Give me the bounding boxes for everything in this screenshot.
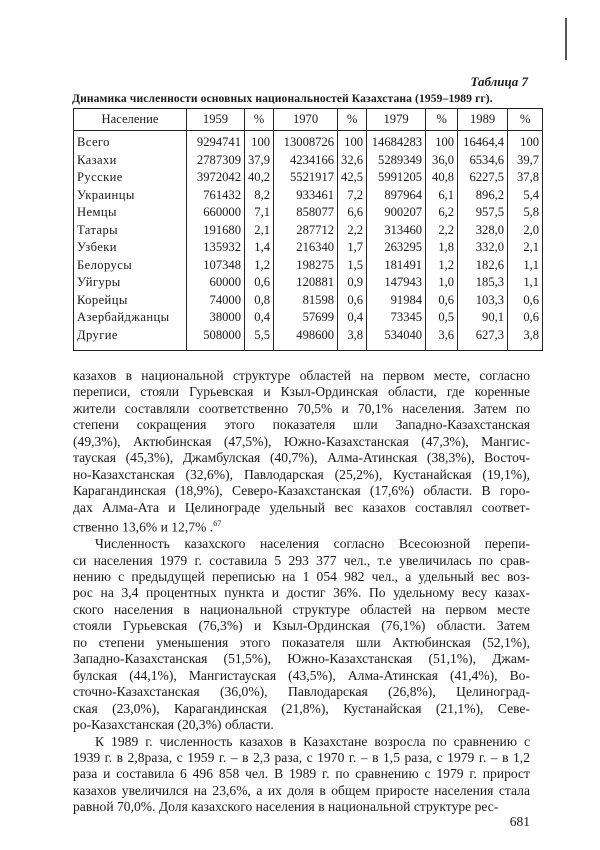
column-header: % xyxy=(508,109,543,131)
value-cell: 2,2 xyxy=(426,222,458,240)
value-cell: 2787309 xyxy=(187,152,245,170)
nationality-cell: Другие xyxy=(74,327,187,351)
value-cell: 2,1 xyxy=(245,222,274,240)
text-line xyxy=(73,536,530,552)
text-line-content: сточно-Казахстанская (36,0%), Павлодарская (26,8%), Целиноград- xyxy=(73,684,530,700)
value-cell: 0,4 xyxy=(245,309,274,327)
table-body xyxy=(74,131,543,351)
value-cell: 627,3 xyxy=(458,327,508,351)
paragraph xyxy=(73,536,530,733)
table-row xyxy=(74,257,543,275)
value-cell: 40,8 xyxy=(426,169,458,187)
value-cell: 0,6 xyxy=(508,292,543,310)
text-line xyxy=(73,717,530,733)
text-line xyxy=(73,783,530,799)
value-cell: 0,8 xyxy=(245,292,274,310)
nationality-cell: Корейцы xyxy=(74,292,187,310)
nationality-cell: Азербайджанцы xyxy=(74,309,187,327)
value-cell: 32,6 xyxy=(338,152,367,170)
text-line-content: стояли Гурьевская (76,3%) и Кзыл-Ординская (76,1%) области. Затем xyxy=(73,618,530,634)
value-cell: 1,2 xyxy=(245,257,274,275)
value-cell: 328,0 xyxy=(458,222,508,240)
value-cell: 0,5 xyxy=(426,309,458,327)
page-number: 681 xyxy=(509,814,530,829)
value-cell: 14684283 xyxy=(367,131,426,152)
paragraph xyxy=(73,368,530,536)
value-cell: 60000 xyxy=(187,274,245,292)
value-cell: 498600 xyxy=(274,327,338,351)
value-cell: 5521917 xyxy=(274,169,338,187)
text-line xyxy=(73,569,530,585)
footnote-ref: 67 xyxy=(213,519,222,529)
table-row xyxy=(74,169,543,187)
text-line-content: ро-Казахстанская (20,3%) области. xyxy=(73,717,274,733)
value-cell: 7,1 xyxy=(245,204,274,222)
text-line xyxy=(73,799,530,815)
value-cell: 40,2 xyxy=(245,169,274,187)
nationality-cell: Уйгуры xyxy=(74,274,187,292)
table-row xyxy=(74,204,543,222)
value-cell: 2,0 xyxy=(508,222,543,240)
value-cell: 73345 xyxy=(367,309,426,327)
value-cell: 91984 xyxy=(367,292,426,310)
value-cell: 1,1 xyxy=(508,257,543,275)
text-line-content: Численность казахского населения согласно Всесоюзной перепи- xyxy=(95,536,530,552)
text-line xyxy=(73,750,530,766)
table-row xyxy=(74,274,543,292)
column-header: 1970 xyxy=(274,109,338,131)
text-line-content: равной 70,0%. Доля казахского населения в национальной структуре рес- xyxy=(73,799,499,815)
table-title: Динамика численности основных национальностей Казахстана (1959–1989 гг). xyxy=(72,92,493,105)
text-line-content: жители составляли соответственно 70,5% и 70,1% населения. Затем по xyxy=(73,400,530,416)
value-cell: 147943 xyxy=(367,274,426,292)
table-row xyxy=(74,292,543,310)
text-line xyxy=(73,668,530,684)
column-header: % xyxy=(245,109,274,131)
value-cell: 332,0 xyxy=(458,239,508,257)
value-cell: 120881 xyxy=(274,274,338,292)
value-cell: 42,5 xyxy=(338,169,367,187)
text-line-content: 1939 г. в 2,8раза, с 1959 г. – в 2,3 раза, с 1970 г. – в 1,5 раза, с 1979 г. – в 1,2 xyxy=(73,749,530,765)
text-line xyxy=(73,585,530,601)
nationality-cell: Казахи xyxy=(74,152,187,170)
value-cell: 5,8 xyxy=(508,204,543,222)
text-line-content: переписи, стояли Гурьевская и Кзыл-Ординская области, где коренные xyxy=(73,384,530,400)
value-cell: 957,5 xyxy=(458,204,508,222)
value-cell: 216340 xyxy=(274,239,338,257)
paragraph xyxy=(73,734,530,816)
value-cell: 37,9 xyxy=(245,152,274,170)
value-cell: 8,2 xyxy=(245,187,274,205)
value-cell: 74000 xyxy=(187,292,245,310)
value-cell: 761432 xyxy=(187,187,245,205)
value-cell: 5,4 xyxy=(508,187,543,205)
value-cell: 660000 xyxy=(187,204,245,222)
text-line xyxy=(73,734,530,750)
text-line-content: казахов в национальной структуре областей на первом месте, согласно xyxy=(73,368,530,383)
text-line-content: степени сокращения этого показателя шли Западно-Казахстанская xyxy=(73,417,530,433)
value-cell: 1,5 xyxy=(338,257,367,275)
text-line-content: тауская (45,3%), Джамбулская (40,7%), Алма-Атинская (38,3%), Восточ- xyxy=(73,450,530,466)
text-line xyxy=(73,483,530,499)
column-header: 1979 xyxy=(367,109,426,131)
value-cell: 2,1 xyxy=(508,239,543,257)
text-line-content: но-Казахстанская (32,6%), Павлодарская (25,2%), Кустанайская (19,1%), xyxy=(73,466,530,482)
value-cell: 16464,4 xyxy=(458,131,508,152)
value-cell: 7,2 xyxy=(338,187,367,205)
value-cell: 508000 xyxy=(187,327,245,351)
value-cell: 3,6 xyxy=(426,327,458,351)
value-cell: 0,9 xyxy=(338,274,367,292)
value-cell: 933461 xyxy=(274,187,338,205)
nationality-cell: Немцы xyxy=(74,204,187,222)
table-row xyxy=(74,131,543,152)
text-line-content: булская (44,1%), Мангистауская (43,5%), Алма-Атинская (41,4%), Во- xyxy=(73,667,530,683)
value-cell: 103,3 xyxy=(458,292,508,310)
value-cell: 107348 xyxy=(187,257,245,275)
nationality-cell: Всего xyxy=(74,131,187,152)
value-cell: 90,1 xyxy=(458,309,508,327)
value-cell: 135932 xyxy=(187,239,245,257)
text-line-content: раза и составила 6 496 858 чел. В 1989 г. по сравнению с 1979 г. прирост xyxy=(73,766,530,782)
value-cell: 3972042 xyxy=(187,169,245,187)
value-cell: 182,6 xyxy=(458,257,508,275)
table-row xyxy=(74,222,543,240)
text-line xyxy=(73,602,530,618)
column-header: % xyxy=(426,109,458,131)
value-cell: 6,6 xyxy=(338,204,367,222)
table-row xyxy=(74,327,543,351)
text-line-content: дах Алма-Ата и Целинограде удельный вес казахов составлял соответ- xyxy=(73,499,530,515)
body-text xyxy=(73,368,530,816)
value-cell: 181491 xyxy=(367,257,426,275)
value-cell: 4234166 xyxy=(274,152,338,170)
value-cell: 1,1 xyxy=(508,274,543,292)
value-cell: 198275 xyxy=(274,257,338,275)
value-cell: 5,5 xyxy=(245,327,274,351)
text-line xyxy=(73,434,530,450)
value-cell: 9294741 xyxy=(187,131,245,152)
nationality-cell: Узбеки xyxy=(74,239,187,257)
value-cell: 0,4 xyxy=(338,309,367,327)
table-row xyxy=(74,187,543,205)
text-line-content: ская (23,0%), Карагандинская (21,8%), Кустанайская (21,1%), Севе- xyxy=(73,700,530,716)
column-header: 1989 xyxy=(458,109,508,131)
value-cell: 897964 xyxy=(367,187,426,205)
text-line xyxy=(73,635,530,651)
nationality-cell: Украинцы xyxy=(74,187,187,205)
value-cell: 900207 xyxy=(367,204,426,222)
value-cell: 36,0 xyxy=(426,152,458,170)
text-line-content: ственно 13,6% и 12,7% . xyxy=(73,519,214,535)
value-cell: 37,8 xyxy=(508,169,543,187)
text-line-content: ского населения в национальной структуре областей на первом месте xyxy=(73,601,530,617)
value-cell: 858077 xyxy=(274,204,338,222)
value-cell: 191680 xyxy=(187,222,245,240)
value-cell: 5991205 xyxy=(367,169,426,187)
text-line xyxy=(73,450,530,466)
value-cell: 313460 xyxy=(367,222,426,240)
value-cell: 263295 xyxy=(367,239,426,257)
text-line xyxy=(73,618,530,634)
text-line-content: казахов увеличился на 23,6%, а их доля в общем приросте населения стала xyxy=(73,782,530,798)
value-cell: 1,8 xyxy=(426,239,458,257)
text-line-content: Карагандинская (18,9%), Северо-Казахстанская (17,6%) области. В горо- xyxy=(73,483,530,499)
value-cell: 534040 xyxy=(367,327,426,351)
value-cell: 100 xyxy=(426,131,458,152)
text-line xyxy=(73,368,530,384)
value-cell: 0,6 xyxy=(338,292,367,310)
nationality-cell: Белорусы xyxy=(74,257,187,275)
value-cell: 100 xyxy=(508,131,543,152)
value-cell: 81598 xyxy=(274,292,338,310)
text-line xyxy=(73,684,530,700)
table-row xyxy=(74,152,543,170)
table-number: Таблица 7 xyxy=(470,74,528,89)
text-line xyxy=(73,516,530,536)
value-cell: 1,4 xyxy=(245,239,274,257)
value-cell: 185,3 xyxy=(458,274,508,292)
text-line-content: Западно-Казахстанская (51,5%), Южно-Казахстанская (51,1%), Джам- xyxy=(73,651,530,667)
column-header: 1959 xyxy=(187,109,245,131)
value-cell: 13008726 xyxy=(274,131,338,152)
value-cell: 3,8 xyxy=(508,327,543,351)
value-cell: 6,2 xyxy=(426,204,458,222)
value-cell: 0,6 xyxy=(508,309,543,327)
text-line xyxy=(73,417,530,433)
text-line xyxy=(73,766,530,782)
text-line xyxy=(73,500,530,516)
text-line-content: си населения 1979 г. составила 5 293 377 чел., т.е увеличилась по срав- xyxy=(73,552,530,568)
column-header: Население xyxy=(74,109,187,131)
value-cell: 2,2 xyxy=(338,222,367,240)
value-cell: 896,2 xyxy=(458,187,508,205)
text-line xyxy=(73,384,530,400)
value-cell: 5289349 xyxy=(367,152,426,170)
value-cell: 38000 xyxy=(187,309,245,327)
nationality-cell: Татары xyxy=(74,222,187,240)
text-line-content: по степени уменьшения этого показателя шли Актюбинская (52,1%), xyxy=(73,634,530,650)
value-cell: 0,6 xyxy=(426,292,458,310)
value-cell: 57699 xyxy=(274,309,338,327)
value-cell: 1,2 xyxy=(426,257,458,275)
value-cell: 287712 xyxy=(274,222,338,240)
value-cell: 3,8 xyxy=(338,327,367,351)
value-cell: 39,7 xyxy=(508,152,543,170)
value-cell: 0,6 xyxy=(245,274,274,292)
value-cell: 1,0 xyxy=(426,274,458,292)
column-header: % xyxy=(338,109,367,131)
value-cell: 6227,5 xyxy=(458,169,508,187)
nationality-cell: Русские xyxy=(74,169,187,187)
table-header-row xyxy=(74,109,543,131)
text-line xyxy=(73,701,530,717)
text-line-content: рос на 3,4 процентных пункта и достиг 36%. По удельному весу казах- xyxy=(73,585,530,601)
value-cell: 6,1 xyxy=(426,187,458,205)
text-line xyxy=(73,467,530,483)
text-line-content: (49,3%), Актюбинская (47,5%), Южно-Казахстанская (47,3%), Мангис- xyxy=(73,433,530,449)
text-line xyxy=(73,651,530,667)
value-cell: 1,7 xyxy=(338,239,367,257)
table-row xyxy=(74,239,543,257)
population-table xyxy=(73,108,543,351)
scan-artifact-line xyxy=(565,18,567,60)
text-line xyxy=(73,553,530,569)
value-cell: 100 xyxy=(245,131,274,152)
text-line-content: нению с предыдущей переписью на 1 054 982 чел., а удельный вес воз- xyxy=(73,568,530,584)
text-line xyxy=(73,401,530,417)
text-line-content: К 1989 г. численность казахов в Казахстане возросла по сравнению с xyxy=(95,733,530,749)
value-cell: 100 xyxy=(338,131,367,152)
value-cell: 6534,6 xyxy=(458,152,508,170)
table-row xyxy=(74,309,543,327)
